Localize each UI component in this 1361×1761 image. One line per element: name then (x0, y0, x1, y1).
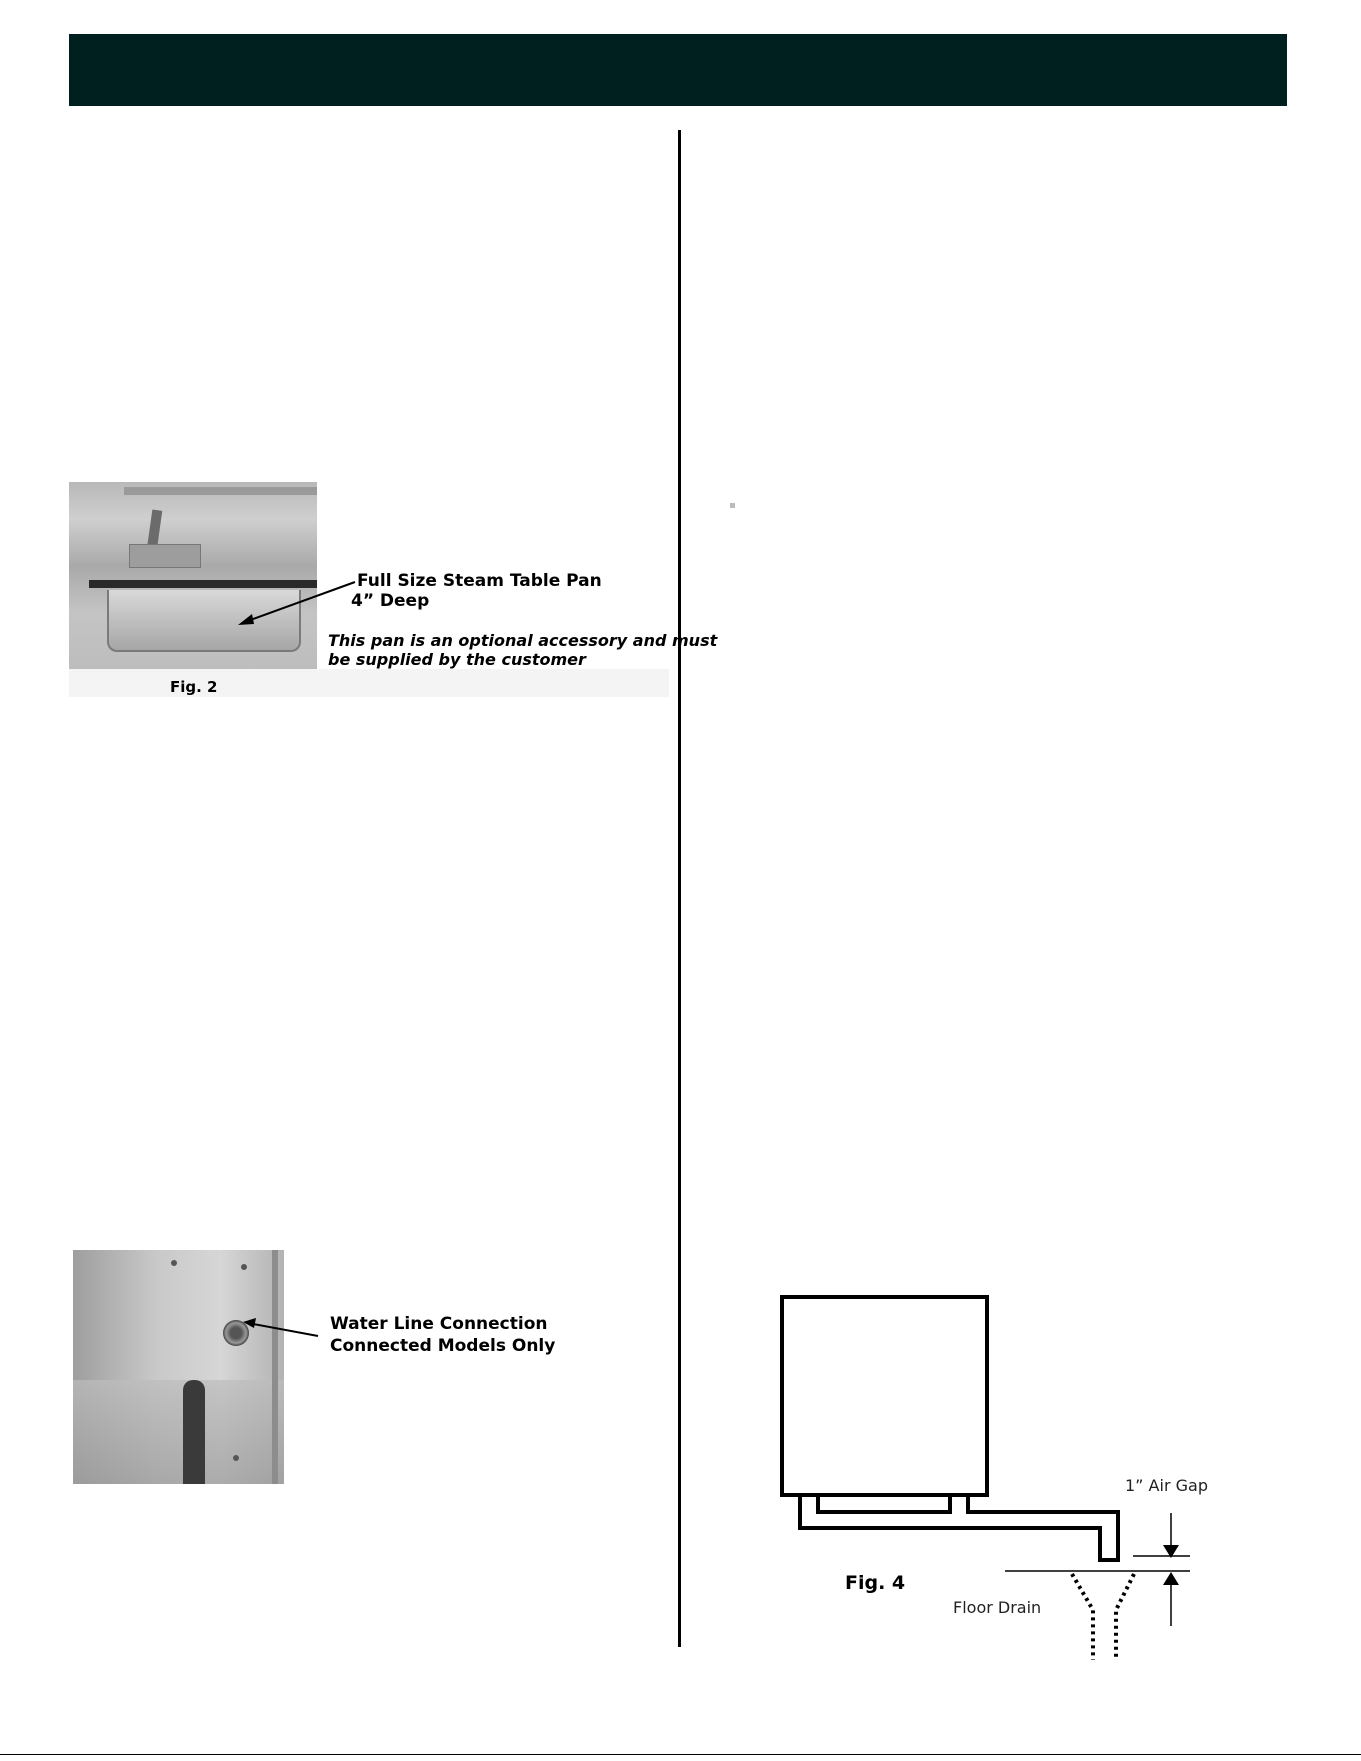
figure-2-note-line-1: This pan is an optional accessory and must (328, 631, 718, 650)
figure-2-callout-depth: 4” Deep (351, 591, 430, 611)
figure-2-callout-title: Full Size Steam Table Pan (357, 571, 602, 591)
figure-2-label: Fig. 2 (170, 678, 218, 696)
figure-2-note-line-2: be supplied by the customer (328, 650, 586, 669)
figure-4-label: Fig. 4 (845, 1572, 906, 1594)
air-gap-label: 1” Air Gap (1125, 1476, 1208, 1495)
bottom-rule (0, 1754, 1361, 1755)
figure-3-callout-subtitle: Connected Models Only (330, 1336, 556, 1356)
drain-pipe (800, 1495, 1118, 1560)
figure-3-callout-title: Water Line Connection (330, 1314, 548, 1334)
floor-drain-label: Floor Drain (953, 1598, 1042, 1617)
appliance-box (782, 1297, 987, 1495)
